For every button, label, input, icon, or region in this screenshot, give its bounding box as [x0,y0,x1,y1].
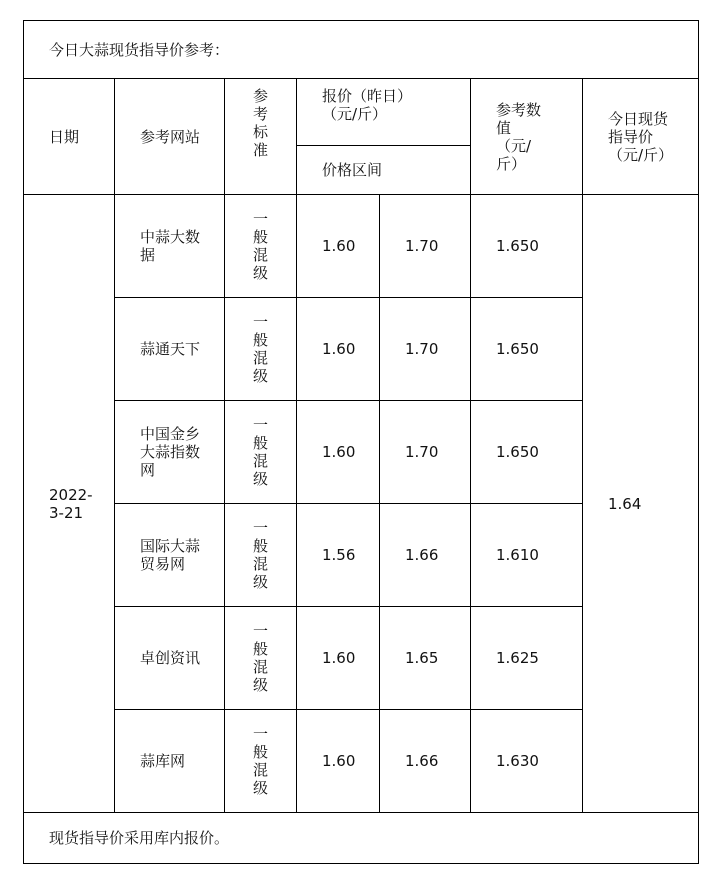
site-cell-text: 卓创资讯 [140,649,201,667]
reference-value-cell: 1.610 [471,504,583,607]
guide-price-cell: 1.64 [583,195,699,813]
low-price-cell: 1.60 [297,298,380,401]
site-cell [115,401,225,504]
standard-cell [225,401,297,504]
reference-header [471,79,583,195]
reference-value-cell: 1.625 [471,607,583,710]
high-price-cell: 1.66 [380,504,471,607]
site-cell [115,710,225,813]
table-row [24,195,699,298]
low-price-cell: 1.60 [297,401,380,504]
site-cell-text: 蒜通天下 [140,340,201,358]
low-price-cell: 1.60 [297,195,380,298]
date-cell-text: 2022-3-21 [49,485,93,522]
footer-note: 现货指导价采用库内报价。 [24,813,699,864]
high-price-cell: 1.65 [380,607,471,710]
high-price-cell: 1.70 [380,298,471,401]
low-price-cell: 1.56 [297,504,380,607]
site-cell [115,298,225,401]
reference-value-cell: 1.650 [471,298,583,401]
site-cell-text: 蒜库网 [140,752,186,770]
site-cell [115,607,225,710]
site-cell-text: 中国金乡大蒜指数网 [140,425,201,479]
price-table [23,20,699,864]
quote-header [297,79,471,146]
high-price-cell: 1.66 [380,710,471,813]
standard-cell [225,710,297,813]
guide-header [583,79,699,195]
site-cell-text: 国际大蒜贸易网 [140,537,201,573]
low-price-cell: 1.60 [297,607,380,710]
standard-cell [225,607,297,710]
site-header: 参考网站 [115,79,225,195]
reference-value-cell: 1.650 [471,195,583,298]
high-price-cell: 1.70 [380,195,471,298]
standard-cell [225,298,297,401]
reference-header-text: 参考数值（元/斤） [496,100,542,173]
quote-header-text: 报价（昨日）（元/斤） [322,87,413,123]
standard-cell-text: 一般混级 [253,725,269,797]
standard-header-text: 参考标准 [253,87,269,159]
standard-cell-text: 一般混级 [253,416,269,488]
site-cell [115,504,225,607]
standard-cell-text: 一般混级 [253,210,269,282]
guide-header-text: 今日现货指导价（元/斤） [608,109,674,164]
reference-value-cell: 1.630 [471,710,583,813]
low-price-cell: 1.60 [297,710,380,813]
standard-cell-text: 一般混级 [253,622,269,694]
standard-cell-text: 一般混级 [253,313,269,385]
standard-header [225,79,297,195]
date-header: 日期 [24,79,115,195]
range-header: 价格区间 [297,146,471,195]
date-cell [24,195,115,813]
standard-cell [225,195,297,298]
high-price-cell: 1.70 [380,401,471,504]
standard-cell-text: 一般混级 [253,519,269,591]
reference-value-cell: 1.650 [471,401,583,504]
standard-cell [225,504,297,607]
header-note: 今日大蒜现货指导价参考： [24,21,699,79]
site-cell-text: 中蒜大数据 [140,228,201,264]
site-cell [115,195,225,298]
